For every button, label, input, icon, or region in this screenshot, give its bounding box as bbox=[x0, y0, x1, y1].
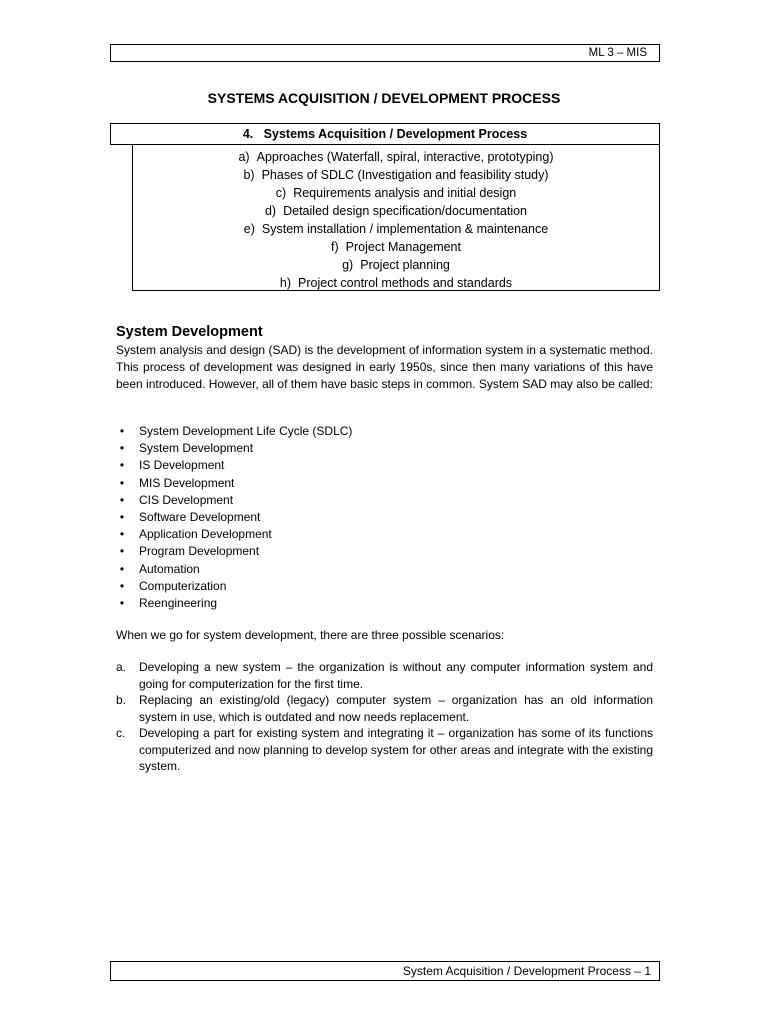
bullet-icon: • bbox=[119, 578, 125, 593]
topic-text: Project control methods and standards bbox=[298, 276, 513, 290]
list-item-text: System Development Life Cycle (SDLC) bbox=[139, 424, 353, 438]
topic-item bbox=[133, 166, 659, 184]
intro-paragraph: System analysis and design (SAD) is the development of information system in a systematic method. This process of development was designed in early 1950s, since then many variations of this have been introduced. However, all of them have basic steps in common. System SAD may also be called: bbox=[116, 343, 653, 391]
topic-item bbox=[133, 202, 659, 220]
scenario-label: c. bbox=[116, 726, 126, 740]
bullet-icon: • bbox=[119, 492, 125, 507]
list-item bbox=[116, 440, 656, 457]
topic-text: System installation / implementation & maintenance bbox=[261, 222, 549, 236]
topics-box bbox=[132, 145, 660, 291]
list-item-text: Software Development bbox=[139, 509, 261, 524]
bullet-icon: • bbox=[119, 458, 125, 473]
topic-text: Requirements analysis and initial design bbox=[293, 186, 517, 200]
topic-text: Detailed design specification/documentation bbox=[283, 204, 528, 218]
list-item-text: MIS Development bbox=[139, 475, 235, 490]
list-item-text: Application Development bbox=[139, 527, 272, 542]
scenario-item bbox=[116, 725, 653, 775]
scenarios-list bbox=[116, 659, 653, 775]
topic-text: Phases of SDLC (Investigation and feasibility study) bbox=[261, 168, 549, 182]
list-item-text: Reengineering bbox=[139, 595, 218, 610]
page-footer bbox=[110, 961, 660, 981]
topic-item bbox=[133, 220, 659, 238]
scenario-text: Developing a part for existing system and integrating it – organization has some of its functions computerized and now planning to develop system for other areas and integrate with the existing system. bbox=[139, 726, 653, 773]
list-item bbox=[116, 561, 656, 578]
topic-label: e) bbox=[243, 222, 255, 236]
scenario-text: Developing a new system – the organization is without any computer information system and going for computerization for the first time. bbox=[139, 660, 653, 691]
list-item bbox=[116, 595, 656, 612]
header-label: ML 3 – MIS bbox=[588, 47, 647, 59]
bullet-icon: • bbox=[119, 475, 125, 490]
topic-item bbox=[133, 274, 659, 292]
topic-item bbox=[133, 184, 659, 202]
scenario-item bbox=[116, 659, 653, 692]
section-title: Systems Acquisition / Development Process bbox=[263, 127, 528, 141]
list-item-text: System Development bbox=[139, 441, 254, 456]
topic-label: a) bbox=[238, 150, 250, 164]
topic-label: b) bbox=[243, 168, 255, 182]
page-header bbox=[110, 44, 660, 62]
bullet-icon: • bbox=[119, 561, 125, 576]
list-item bbox=[116, 492, 656, 509]
list-item bbox=[116, 509, 656, 526]
topic-item bbox=[133, 148, 659, 166]
list-item bbox=[116, 423, 656, 440]
section-number: 4. bbox=[242, 127, 254, 141]
topic-text: Project Management bbox=[345, 240, 461, 254]
footer-label: System Acquisition / Development Process – 1 bbox=[402, 964, 651, 978]
scenario-label: a. bbox=[116, 660, 127, 674]
scenario-item bbox=[116, 692, 653, 725]
list-item-text: Program Development bbox=[139, 544, 260, 559]
topic-label: h) bbox=[279, 276, 292, 290]
scenarios-intro: When we go for system development, there are three possible scenarios: bbox=[116, 628, 505, 642]
topic-item bbox=[133, 256, 659, 274]
bullet-icon: • bbox=[119, 544, 125, 559]
aliases-list bbox=[116, 423, 656, 612]
bullet-icon: • bbox=[119, 441, 125, 456]
list-item-text: Automation bbox=[139, 561, 200, 576]
topic-text: Project planning bbox=[360, 258, 450, 272]
document-title: SYSTEMS ACQUISITION / DEVELOPMENT PROCESS bbox=[207, 90, 561, 106]
scenario-text: Replacing an existing/old (legacy) computer system – organization has an old information system in use, which is outdated and now needs replacement. bbox=[139, 693, 653, 724]
bullet-icon: • bbox=[119, 595, 125, 610]
list-item bbox=[116, 578, 656, 595]
scenario-label: b. bbox=[116, 693, 127, 707]
list-item bbox=[116, 543, 656, 560]
list-item-text: Computerization bbox=[139, 578, 227, 593]
list-item bbox=[116, 475, 656, 492]
bullet-icon: • bbox=[119, 424, 125, 438]
list-item-text: IS Development bbox=[139, 458, 225, 473]
section-title-box bbox=[110, 123, 660, 145]
topic-label: g) bbox=[342, 258, 354, 272]
topic-text: Approaches (Waterfall, spiral, interactive, prototyping) bbox=[256, 150, 554, 164]
topic-label: f) bbox=[331, 240, 339, 254]
list-item-text: CIS Development bbox=[139, 492, 234, 507]
topic-label: d) bbox=[264, 204, 277, 218]
list-item bbox=[116, 457, 656, 474]
list-item bbox=[116, 526, 656, 543]
section-heading: System Development bbox=[116, 324, 263, 340]
bullet-icon: • bbox=[119, 509, 125, 524]
topic-item bbox=[133, 238, 659, 256]
bullet-icon: • bbox=[119, 527, 125, 542]
topic-label: c) bbox=[275, 186, 287, 200]
